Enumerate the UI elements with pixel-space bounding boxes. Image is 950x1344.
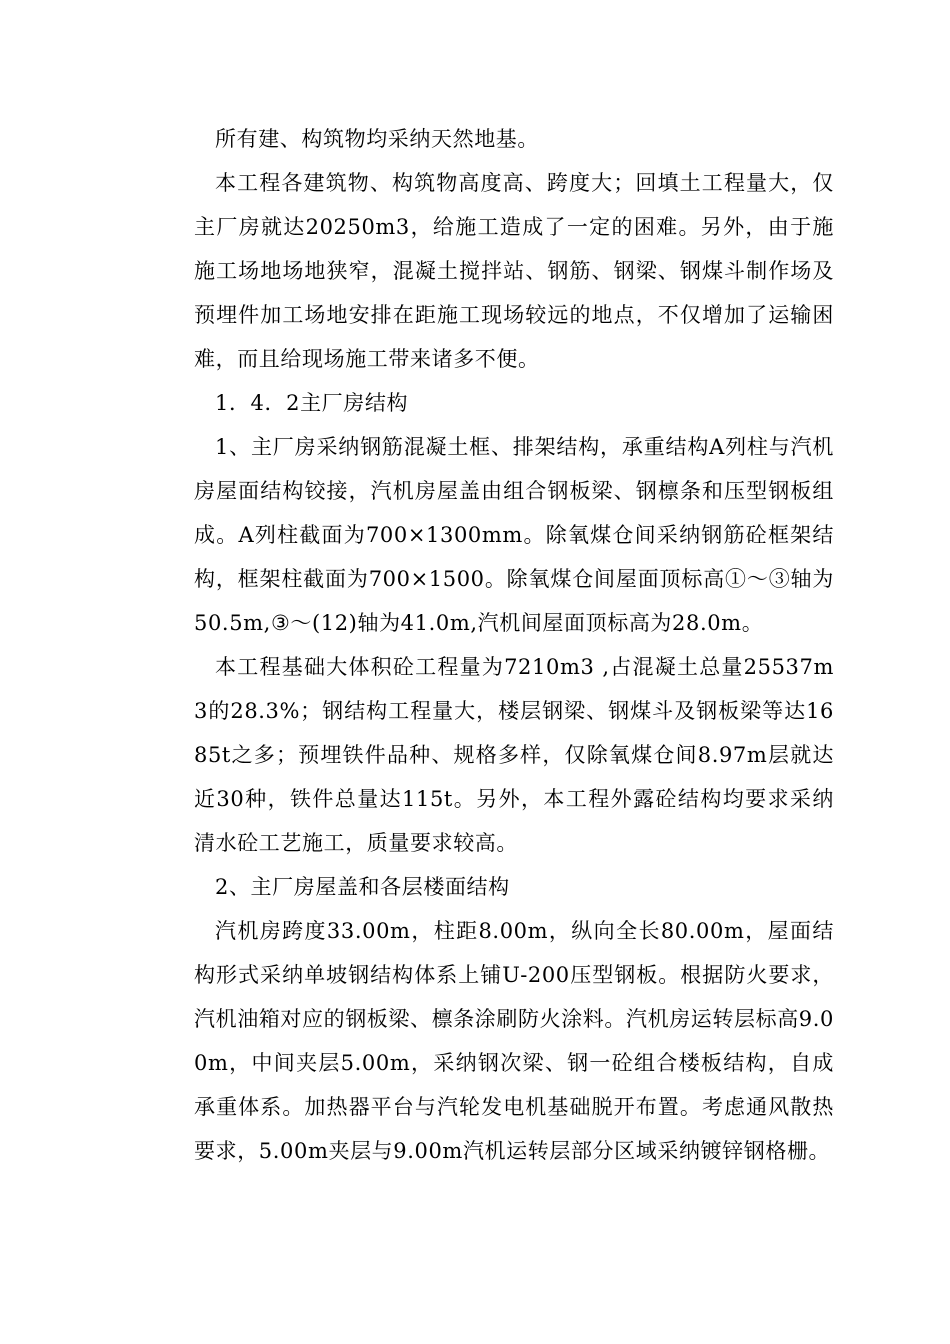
paragraph-turbine-hall: 汽机房跨度33.00m，柱距8.00m，纵向全长80.00m，屋面结构形式采纳单坡钢结构体系上铺U-200压型钢板。根据防火要求，汽机油箱对应的钢板梁、檩条涂刷防火涂料。汽机房运转层标高9.00m，中间夹层5.00m，采纳钢次梁、钢一砼组合楼板结构，自成承重体系。加热器平台与汽轮发电机基础脱开布置。考虑通风散热要求，5.00m夹层与9.00m汽机运转层部分区域采纳镀锌钢格栅。 — [194, 919, 834, 1163]
section-heading-main-building-structure: 1．4．2主厂房结构 — [215, 391, 409, 415]
document-body — [194, 117, 834, 1173]
paragraph-quantities: 本工程基础大体积砼工程量为7210m3 ,占混凝土总量25537m3的28.3%；钢结构工程量大，楼层钢梁、钢煤斗及钢板梁等达1685t之多；预埋铁件品种、规格多样，仅除氧煤仓间8.97m层就达近30种，铁件总量达115t。另外，本工程外露砼结构均要求采纳清水砼工艺施工，质量要求较高。 — [194, 655, 834, 855]
paragraph-frame-structure: 1、主厂房采纳钢筋混凝土框、排架结构，承重结构A列柱与汽机房屋面结构铰接，汽机房屋盖由组合钢板梁、钢檩条和压型钢板组成。A列柱截面为700×1300mm。除氧煤仓间采纳钢筋砼框架结构，框架柱截面为700×1500。除氧煤仓间屋面顶标高①～③轴为50.5m,③～(12)轴为41.0m,汽机间屋面顶标高为28.0m。 — [194, 435, 834, 635]
paragraph-site-conditions: 本工程各建筑物、构筑物高度高、跨度大；回填土工程量大，仅主厂房就达20250m3，给施工造成了一定的困难。另外，由于施施工场地场地狭窄，混凝土搅拌站、钢筋、钢梁、钢煤斗制作场及预埋件加工场地安排在距施工现场较远的地点，不仅增加了运输困难，而且给现场施工带来诸多不便。 — [194, 171, 834, 371]
paragraph-foundation: 所有建、构筑物均采纳天然地基。 — [215, 127, 539, 151]
section-heading-roof-floor-structure: 2、主厂房屋盖和各层楼面结构 — [215, 875, 510, 899]
